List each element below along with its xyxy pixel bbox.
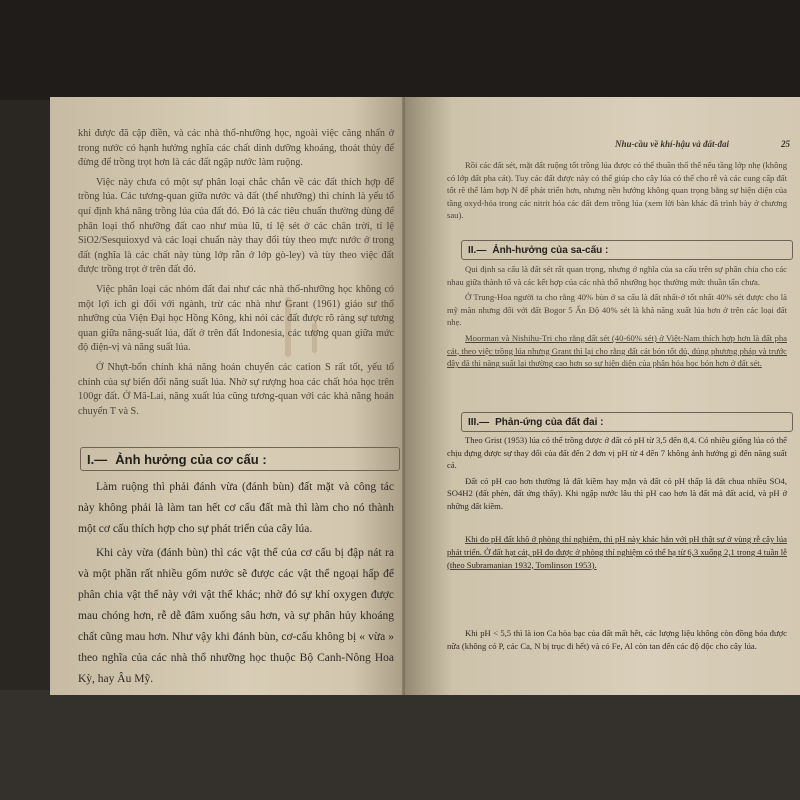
right-lab-text — [447, 533, 787, 574]
section-number: II.— — [468, 244, 487, 256]
section-title: Ảnh hưởng của cơ cấu : — [115, 451, 267, 467]
paragraph: Theo Grist (1953) lúa có thể trồng được ở đất có pH từ 3,5 đến 8,4. Có nhiều giống lúa có thể chịu đựng được sự thay đổi của đất đến 2 đơn vị pH từ 4 đến 7 không ảnh hưởng gì đến năng suất cả. — [447, 435, 787, 471]
paragraph: Rồi các đất sét, mặt đất ruộng tốt trồng lúa được có thể thuần thổ thế nếu tầng lớp nhẹ (không có lớp đất pha cát). Tuy các đất được này có thể giúp cho cây lúa có thể cho rễ và các cung cấp đất tốt rẽ thể làm hợp N để phát triển hơn, nhưng nền hướng không quan trọng bằng sự hiện diện của tầng oxyd-hóa trong các nitrit hóa các đất đem trồng lúa (xem lời bàn khác đã trình bày ở chương sau). — [447, 160, 787, 221]
section-heading-soil-reaction — [461, 412, 793, 432]
paragraph: Moorman và Nishihu-Tri cho rằng đất sét (40-60% sét) ở Việt-Nam thích hợp hơn là đất pha cát, theo việc trồng lúa nhưng Grant thì lại cho rằng đất cát bón tốt đủ, đúng phương pháp và trước đây đã thì năng suất lại thường cao hơn so sự hiện diện của phân hóa học bón hơn ở đất sét. — [447, 332, 787, 369]
section-title: Phản-ứng của đất đai : — [495, 416, 604, 428]
paragraph: Ở Trung-Hoa người ta cho rằng 40% bùn ở sa cấu là đất nhất-ở tốt nhất 40% sét được cho là mỹ mãn nhưng đối với đất Bogor 5 Ấn Độ 40% sét là khả năng xuất lúa hơn ở trên các loại đất nhẹ. — [447, 292, 787, 328]
paragraph: Làm ruộng thì phải đánh vừa (đánh bùn) đất mặt và công tác này không phải là làm tan hết cơ cấu đất mà thì làm cho nó thành một cơ cấu thích hợp cho sự phát triển của cây lúa. — [78, 481, 394, 535]
paragraph: khi được đã cập điền, và các nhà thổ-nhưỡng học, ngoài việc căng nhấn ở trong nước có hạnh hưởng nghĩa các chất dinh dưỡng khoáng, thoát thủy để đừng để trồng trọt hơn là các đất ngập nước làm ruộng. — [78, 128, 394, 169]
section-number: I.— — [87, 451, 108, 467]
open-book — [50, 97, 800, 695]
running-title: Nhu-cầu về khí-hậu và đất-đai — [615, 139, 730, 149]
right-last-text — [447, 627, 787, 655]
right-intro-text — [447, 159, 787, 225]
section-heading-texture — [461, 240, 793, 260]
right-texture-text — [447, 263, 787, 373]
left-page-top-text — [78, 127, 394, 424]
paragraph: Đất có pH cao hơn thường là đất kiềm hay mặn và đất có pH thấp là đất chua nhiều SO4, SO4H2 (đất phèn, đất ứng thấy). Khi ngập nước lâu thì pH cao hơn là đất mà đất acid, và pH ở những đất kiềm. — [447, 475, 787, 511]
paragraph: Việc phân loại các nhóm đất đai như các nhà thổ-nhưỡng học không có một lợi ích gì đối với ngành, trừ các nhà như Grant (1961) giáo sư thổ nhưỡng của Viện Đại học Hồng Kông, khi nói các đất được rõ ràng sự tương quan giữa năng-suất lúa, đất ở trên đất Indonesia, các tương quan giữa mức độ điện-vị và năng suất lúa. — [78, 283, 394, 354]
right-page — [405, 97, 800, 695]
page-number: 25 — [781, 139, 790, 149]
left-page-bottom-text — [78, 477, 394, 693]
background-bottom — [0, 690, 800, 800]
paragraph: Việc này chưa có một sự phân loại chắc chắn về các đất thích hợp để trồng lúa. Các tương-quan giữa nước và đất (thể nhưỡng) thì chính là yếu tố quí định khả năng trồng lúa của đất đó. Đó là các tiêu chuẩn thường dùng để phân loại thổ nhưỡng đất cao như mùa lũ, tỉ lệ sét ở các chân trời, tỉ lệ SiO2/Sesquioxyd và các loại chuẩn này thay đổi tùy theo mực nước ở trong đất (nghĩa là các chất này tùng lớp rẫn ở lớp gò-ley) và tùy theo việc đất được trồng trọt ở trên đất đó. — [78, 176, 394, 276]
background-top — [0, 0, 800, 100]
paragraph: Khi cày vừa (đánh bùn) thì các vật thể của cơ cấu bị đập nát ra và một phần rất nhiều gốm nước sẽ được các vật thể ngoại hấp để phân chia vật thể này với vật thể khác; nhờ đó sự khí oxygen được mau chóng hơn, rễ dễ đâm xuống sâu hơn, và sự phân hủy khoáng chất cũng mau hơn. Như vậy khi đánh bùn, cơ-cấu không bị « vừa » theo nghĩa của các nhà thổ nhưỡng học thuộc Bộ Canh-Nông Hoa Kỳ, hay Âu Mỹ. — [78, 547, 394, 685]
left-page — [50, 97, 405, 695]
paragraph: Ở Nhựt-bổn chính khả năng hoán chuyển các cation S rất tốt, yếu tố chính của sự biến đổi năng suất lúa. Nhờ sự rượng hoa các chất hóa học trên 100gr đất. Ở Mã-Lai, năng xuất lúa cũng tương-quan với các khả năng hoán chuyển T và S. — [78, 361, 394, 417]
paragraph: Qui định sa cấu là đất sét rất quan trọng, nhưng ở nghĩa của sa cấu trên sự phân chia cho các nhau giữa thành tố và các kết hợp của các nhà thổ nhưỡng học thường mức thuần tẩn chưa. — [447, 264, 787, 287]
paragraph: Khi pH < 5,5 thì là ion Ca hòa bạc của đất mất hết, các lượng liệu không còn đồng hóa được nữa (không có P, các Ca, N bị trục đi hết) và có Fe, Al còn tan đến các độ độc cho cây lúa. — [447, 628, 787, 651]
section-title: Ảnh-hưởng của sa-cấu : — [492, 244, 609, 256]
paragraph: Khi đo pH đất khô ở phòng thí nghiệm, thì pH này khác hẳn với pH thật sự ở vùng rễ cây lúa phát triển. Ở đất hạt cát, pH đo được ở phòng thí nghiệm có thể hạ từ 6,3 xuống 2,1 trong 4 tuần lễ (theo Subramanian 1932, Tomlinson 1953). — [447, 534, 787, 570]
right-ph-text — [447, 434, 787, 516]
section-heading-structure — [80, 447, 400, 471]
section-number: III.— — [468, 416, 490, 428]
running-header — [615, 139, 790, 149]
